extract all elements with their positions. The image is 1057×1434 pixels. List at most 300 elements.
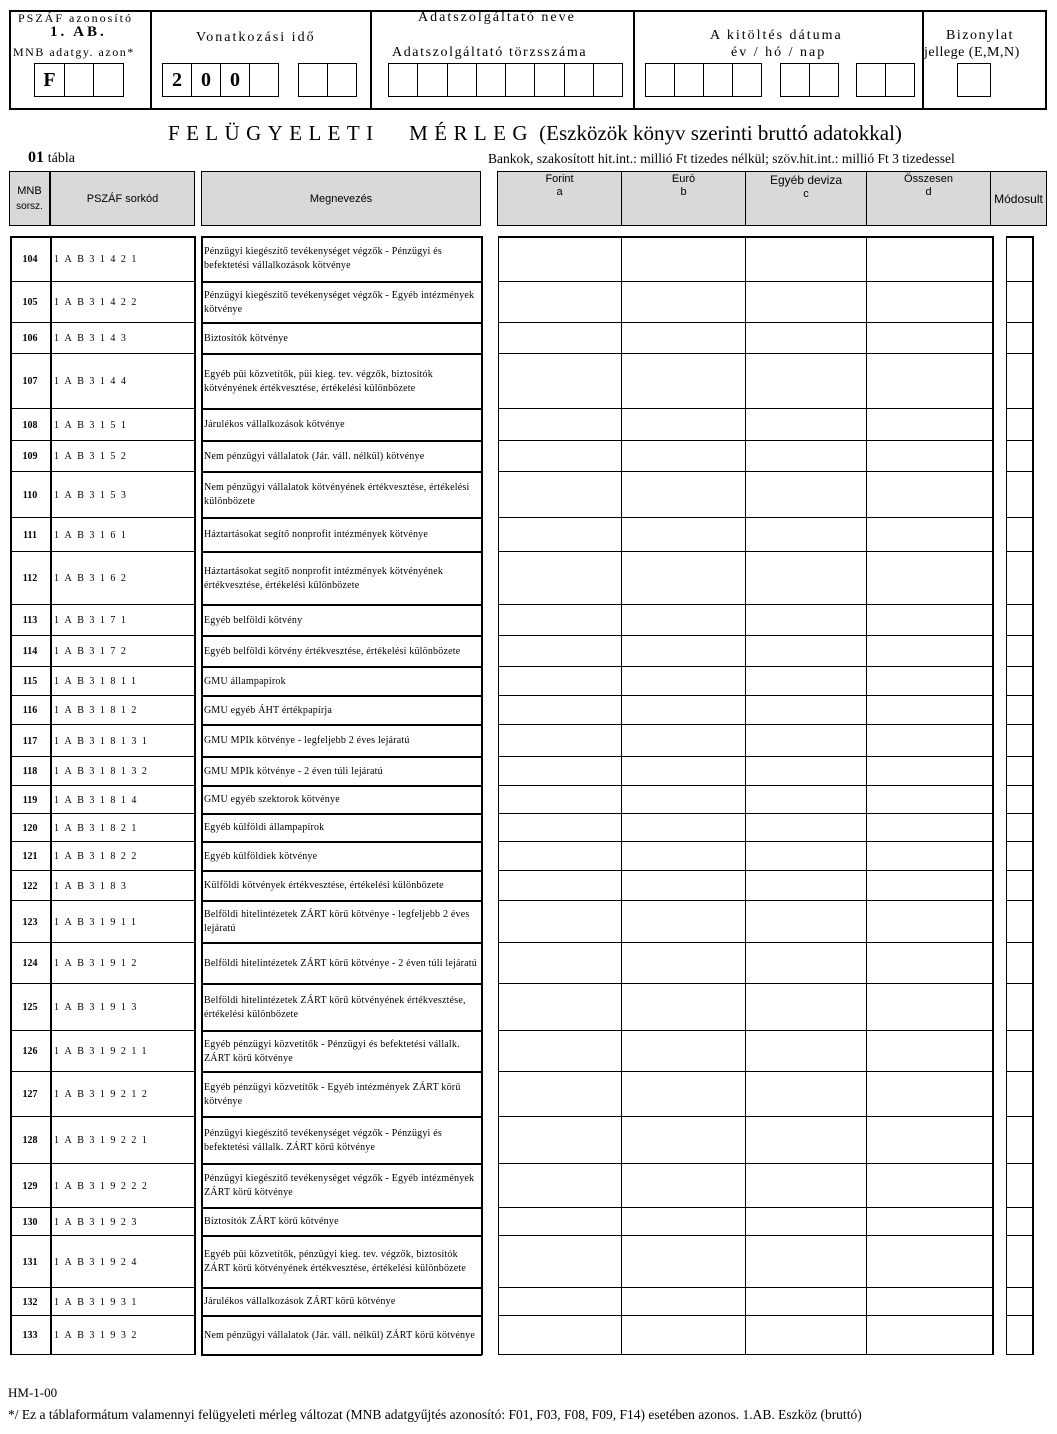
- row-input-euro[interactable]: [622, 1164, 746, 1208]
- row-number: 130: [22, 1216, 38, 1228]
- provider-name-label: Adatszolgáltató neve: [418, 10, 576, 25]
- row-input-forint[interactable]: [498, 757, 622, 786]
- row-input-mod[interactable]: [1007, 901, 1032, 943]
- row-input-euro[interactable]: [622, 1117, 746, 1164]
- row-code: 1AB31911: [54, 916, 142, 928]
- row-input-other[interactable]: [746, 984, 867, 1031]
- row-number: 129: [22, 1180, 38, 1192]
- row-input-mod[interactable]: [1007, 636, 1032, 667]
- row-input-other[interactable]: [746, 1164, 867, 1208]
- table-row: [0, 441, 1057, 472]
- table-row: [0, 842, 1057, 871]
- row-input-euro[interactable]: [622, 667, 746, 696]
- row-input-euro[interactable]: [622, 984, 746, 1031]
- row-code: 1AB3162: [54, 573, 132, 584]
- row-input-euro[interactable]: [622, 1316, 746, 1355]
- row-name: Egyéb püi közvetítők, püi kieg. tev. végzők, biztosítók kötvényének értékvesztése, értékelési különbözete: [204, 368, 433, 394]
- row-code: 1AB3153: [54, 489, 132, 501]
- row-input-euro[interactable]: [622, 518, 746, 552]
- row-input-total[interactable]: [867, 636, 991, 667]
- row-input-mod[interactable]: [1007, 943, 1032, 984]
- table-row: [0, 1236, 1057, 1288]
- row-name: Pénzügyi kiegészítő tevékenységet végzők - Egyéb intézmények ZÁRT körű kötvénye: [204, 1173, 475, 1198]
- title-main: FELÜGYELETI MÉRLEG: [168, 121, 534, 145]
- row-input-other[interactable]: [746, 236, 867, 282]
- table-number: 01 tábla: [28, 149, 75, 166]
- row-input-other[interactable]: [746, 441, 867, 472]
- row-number: 104: [22, 253, 38, 265]
- col-euro: Euró b: [622, 172, 746, 225]
- row-input-forint[interactable]: [498, 725, 622, 757]
- row-number: 126: [22, 1046, 38, 1057]
- table-row: [0, 282, 1057, 323]
- row-code: 1AB3152: [54, 451, 132, 462]
- row-input-euro[interactable]: [622, 323, 746, 354]
- form-code: 1. AB.: [50, 24, 107, 40]
- row-input-forint[interactable]: [498, 1117, 622, 1164]
- col-name: Megnevezés: [201, 171, 481, 226]
- row-input-other[interactable]: [746, 1072, 867, 1117]
- row-input-euro[interactable]: [622, 901, 746, 943]
- row-number: 133: [22, 1330, 38, 1341]
- col-code: PSZÁF sorkód: [50, 171, 195, 226]
- row-input-forint[interactable]: [498, 1288, 622, 1316]
- row-name: Belföldi hitelintézetek ZÁRT körű kötvénye - legfeljebb 2 éves lejáratú: [204, 909, 470, 934]
- row-input-total[interactable]: [867, 354, 991, 409]
- row-input-other[interactable]: [746, 814, 867, 842]
- footer-note: */ Ez a táblaformátum valamennyi felügyeleti mérleg változat (MNB adatgyűjtés azonosító: F01, F03, F08, F09, F14) esetében azonos. 1.AB. Eszköz (bruttó): [8, 1407, 862, 1422]
- fill-date-format: év / hó / nap: [731, 45, 827, 60]
- provider-reg-cells[interactable]: [388, 63, 623, 97]
- row-number: 106: [22, 333, 38, 344]
- period-cell-2[interactable]: 0: [191, 63, 221, 97]
- col-data-header: [497, 171, 1047, 226]
- row-input-forint[interactable]: [498, 354, 622, 409]
- fill-date-month[interactable]: [780, 63, 839, 97]
- row-input-euro[interactable]: [622, 472, 746, 518]
- row-number: 111: [23, 529, 37, 541]
- row-input-total[interactable]: [867, 1208, 991, 1236]
- row-input-forint[interactable]: [498, 1164, 622, 1208]
- row-name: Belföldi hitelintézetek ZÁRT körű kötvényének értékvesztése, értékelési különbözete: [204, 994, 466, 1020]
- table-row: [0, 871, 1057, 901]
- row-input-other[interactable]: [746, 518, 867, 552]
- row-number: 131: [22, 1256, 38, 1268]
- table-row: [0, 984, 1057, 1031]
- row-input-forint[interactable]: [498, 1208, 622, 1236]
- row-input-mod[interactable]: [1007, 1208, 1032, 1236]
- row-input-total[interactable]: [867, 236, 991, 282]
- table-row: [0, 1072, 1057, 1117]
- row-number: 114: [22, 646, 38, 657]
- row-input-forint[interactable]: [498, 552, 622, 605]
- row-input-mod[interactable]: [1007, 1236, 1032, 1288]
- row-input-total[interactable]: [867, 725, 991, 757]
- table-row: [0, 786, 1057, 814]
- table-row: [0, 943, 1057, 984]
- row-input-other[interactable]: [746, 786, 867, 814]
- row-input-forint[interactable]: [498, 409, 622, 441]
- period-cell-5[interactable]: [298, 63, 328, 97]
- row-input-euro[interactable]: [622, 354, 746, 409]
- table-row: [0, 472, 1057, 518]
- row-input-total[interactable]: [867, 518, 991, 552]
- row-input-euro[interactable]: [622, 1208, 746, 1236]
- row-input-forint[interactable]: [498, 1236, 622, 1288]
- row-input-mod[interactable]: [1007, 842, 1032, 871]
- row-name: Járulékos vállalkozások ZÁRT körű kötvénye: [204, 1296, 396, 1307]
- row-input-forint[interactable]: [498, 441, 622, 472]
- row-name: Egyéb külföldi állampapírok: [204, 822, 325, 833]
- table-row: [0, 1288, 1057, 1316]
- form-cell-2[interactable]: [64, 63, 94, 97]
- row-input-other[interactable]: [746, 636, 867, 667]
- row-input-euro[interactable]: [622, 725, 746, 757]
- row-input-euro[interactable]: [622, 605, 746, 636]
- row-number: 116: [22, 705, 38, 716]
- row-input-euro[interactable]: [622, 814, 746, 842]
- row-input-other[interactable]: [746, 842, 867, 871]
- row-input-total[interactable]: [867, 1236, 991, 1288]
- table-row: [0, 236, 1057, 282]
- col-mod: Módosult: [991, 172, 1046, 225]
- row-input-other[interactable]: [746, 472, 867, 518]
- row-input-euro[interactable]: [622, 1288, 746, 1316]
- row-number: 119: [22, 794, 38, 806]
- row-input-mod[interactable]: [1007, 871, 1032, 901]
- table-row: [0, 409, 1057, 441]
- row-input-forint[interactable]: [498, 518, 622, 552]
- row-number: 122: [22, 880, 38, 892]
- period-cell-3[interactable]: 0: [220, 63, 250, 97]
- col-other: Egyéb deviza c: [746, 172, 867, 225]
- row-input-total[interactable]: [867, 814, 991, 842]
- row-input-mod[interactable]: [1007, 786, 1032, 814]
- row-input-forint[interactable]: [498, 901, 622, 943]
- row-input-other[interactable]: [746, 1208, 867, 1236]
- fill-date-year[interactable]: [645, 63, 762, 97]
- period-cell-1[interactable]: 2: [162, 63, 192, 97]
- row-input-forint[interactable]: [498, 842, 622, 871]
- table-row: [0, 725, 1057, 757]
- row-input-forint[interactable]: [498, 696, 622, 725]
- row-input-mod[interactable]: [1007, 696, 1032, 725]
- mnb-label: MNB adatgy. azon*: [13, 45, 135, 59]
- row-input-forint[interactable]: [498, 943, 622, 984]
- row-input-other[interactable]: [746, 1288, 867, 1316]
- units-note: Bankok, szakosított hit.int.: millió Ft tizedes nélkül; szöv.hit.int.: millió Ft 3 tizedessel: [488, 151, 955, 166]
- row-input-other[interactable]: [746, 725, 867, 757]
- row-input-forint[interactable]: [498, 667, 622, 696]
- row-name: Nem pénzügyi vállalatok (Jár. váll. nélkül) kötvénye: [204, 450, 425, 462]
- col-total: Összesen d: [867, 172, 991, 225]
- row-number: 117: [22, 735, 38, 747]
- row-input-total[interactable]: [867, 757, 991, 786]
- row-input-mod[interactable]: [1007, 814, 1032, 842]
- row-input-mod[interactable]: [1007, 1164, 1032, 1208]
- row-input-forint[interactable]: [498, 323, 622, 354]
- row-input-forint[interactable]: [498, 472, 622, 518]
- table-row: [0, 636, 1057, 667]
- row-input-euro[interactable]: [622, 441, 746, 472]
- row-number: 110: [22, 489, 38, 501]
- row-input-other[interactable]: [746, 1236, 867, 1288]
- col-forint: Forint a: [498, 172, 622, 225]
- row-input-total[interactable]: [867, 409, 991, 441]
- period-label: Vonatkozási idő: [196, 30, 316, 45]
- row-input-euro[interactable]: [622, 1072, 746, 1117]
- row-input-total[interactable]: [867, 1117, 991, 1164]
- row-code: 1AB31821: [54, 822, 142, 834]
- table-row: [0, 605, 1057, 636]
- row-input-total[interactable]: [867, 605, 991, 636]
- doc-type-label: Bizonylat: [946, 28, 1014, 43]
- row-input-total[interactable]: [867, 943, 991, 984]
- row-input-forint[interactable]: [498, 636, 622, 667]
- row-name: Egyéb püi közvetítők, pénzügyi kieg. tev. végzők, biztosítók ZÁRT körű kötvényének értékvesztése, értékelési különbözete: [204, 1249, 467, 1274]
- row-input-euro[interactable]: [622, 282, 746, 323]
- row-input-total[interactable]: [867, 696, 991, 725]
- row-name: Egyéb külföldiek kötvénye: [204, 850, 318, 862]
- row-name: Biztosítók kötvénye: [204, 332, 289, 344]
- row-input-euro[interactable]: [622, 871, 746, 901]
- row-input-mod[interactable]: [1007, 1288, 1032, 1316]
- row-input-mod[interactable]: [1007, 605, 1032, 636]
- row-number: 113: [22, 615, 38, 626]
- row-input-total[interactable]: [867, 901, 991, 943]
- row-code: 1AB3151: [54, 419, 132, 431]
- row-input-euro[interactable]: [622, 236, 746, 282]
- row-name: GMU egyéb szektorok kötvénye: [204, 794, 340, 805]
- row-input-mod[interactable]: [1007, 984, 1032, 1031]
- row-code: 1AB318131: [54, 735, 153, 747]
- table-row: [0, 1316, 1057, 1355]
- row-name: Pénzügyi kiegészítő tevékenységet végzők - Pénzügyi és befektetési vállalk. ZÁRT körű kötvénye: [204, 1127, 442, 1153]
- row-input-total[interactable]: [867, 842, 991, 871]
- row-name: Járulékos vállalkozások kötvénye: [204, 419, 345, 430]
- row-input-total[interactable]: [867, 552, 991, 605]
- row-input-other[interactable]: [746, 943, 867, 984]
- row-code: 1AB3172: [54, 646, 132, 657]
- row-input-mod[interactable]: [1007, 354, 1032, 409]
- doc-type-label2: jellege (E,M,N): [924, 45, 1020, 60]
- row-input-other[interactable]: [746, 667, 867, 696]
- row-input-euro[interactable]: [622, 409, 746, 441]
- row-input-mod[interactable]: [1007, 441, 1032, 472]
- table-row: [0, 354, 1057, 409]
- row-name: Egyéb belföldi kötvény értékvesztése, értékelési különbözete: [204, 645, 461, 657]
- row-number: 115: [22, 676, 38, 687]
- row-input-other[interactable]: [746, 605, 867, 636]
- row-input-total[interactable]: [867, 1164, 991, 1208]
- row-input-other[interactable]: [746, 1031, 867, 1072]
- row-input-other[interactable]: [746, 323, 867, 354]
- form-cell-3[interactable]: [93, 63, 124, 97]
- row-code: 1AB31421: [54, 253, 142, 265]
- page-title: [168, 121, 902, 146]
- row-number: 108: [22, 419, 38, 431]
- row-input-forint[interactable]: [498, 1316, 622, 1355]
- table-row: [0, 1208, 1057, 1236]
- row-number: 120: [22, 822, 38, 834]
- row-input-mod[interactable]: [1007, 282, 1032, 323]
- row-name: Egyéb belföldi kötvény: [204, 614, 303, 626]
- row-name: Nem pénzügyi vállalatok (Jár. váll. nélkül) ZÁRT körű kötvénye: [204, 1329, 475, 1341]
- row-code: 1AB31913: [54, 1002, 142, 1013]
- row-code: 1AB31822: [54, 851, 142, 862]
- table-row: [0, 901, 1057, 943]
- row-code: 1AB319221: [54, 1135, 153, 1146]
- period-cell-6[interactable]: [327, 63, 357, 97]
- row-input-euro[interactable]: [622, 943, 746, 984]
- row-code: 1AB31422: [54, 297, 142, 308]
- row-number: 124: [22, 958, 38, 969]
- row-input-total[interactable]: [867, 441, 991, 472]
- row-input-mod[interactable]: [1007, 323, 1032, 354]
- row-input-mod[interactable]: [1007, 757, 1032, 786]
- row-name: GMU állampapírok: [204, 675, 286, 687]
- row-input-euro[interactable]: [622, 842, 746, 871]
- row-input-total[interactable]: [867, 282, 991, 323]
- row-input-euro[interactable]: [622, 552, 746, 605]
- row-code: 1AB3144: [54, 376, 132, 387]
- form-id: HM-1-00: [8, 1385, 58, 1400]
- row-name: Egyéb pénzügyi közvetítők - Egyéb intézmények ZÁRT körű kötvénye: [204, 1081, 461, 1107]
- row-input-mod[interactable]: [1007, 1031, 1032, 1072]
- row-input-mod[interactable]: [1007, 409, 1032, 441]
- table-row: [0, 1164, 1057, 1208]
- row-name: Háztartásokat segítő nonprofit intézmények kötvényének értékvesztése, értékelési különbözete: [204, 565, 444, 591]
- row-input-other[interactable]: [746, 282, 867, 323]
- row-input-mod[interactable]: [1007, 518, 1032, 552]
- row-input-forint[interactable]: [498, 871, 622, 901]
- row-code: 1AB3171: [54, 615, 132, 626]
- table-row: [0, 323, 1057, 354]
- row-input-total[interactable]: [867, 1288, 991, 1316]
- row-input-mod[interactable]: [1007, 667, 1032, 696]
- row-input-other[interactable]: [746, 901, 867, 943]
- row-code: 1AB31912: [54, 958, 142, 969]
- row-input-other[interactable]: [746, 871, 867, 901]
- row-input-mod[interactable]: [1007, 725, 1032, 757]
- row-number: 128: [22, 1135, 38, 1146]
- row-code: 1AB31931: [54, 1296, 142, 1308]
- row-code: 1AB31812: [54, 705, 142, 716]
- row-input-total[interactable]: [867, 323, 991, 354]
- row-number: 127: [22, 1089, 38, 1100]
- row-input-other[interactable]: [746, 354, 867, 409]
- row-name: Belföldi hitelintézetek ZÁRT körű kötvénye - 2 éven túli lejáratú: [204, 957, 477, 969]
- table-row: [0, 757, 1057, 786]
- row-name: Háztartásokat segítő nonprofit intézmények kötvénye: [204, 529, 429, 540]
- col-mnb: MNB sorsz.: [9, 171, 50, 226]
- row-input-euro[interactable]: [622, 636, 746, 667]
- table-row: [0, 814, 1057, 842]
- row-number: 132: [22, 1296, 38, 1308]
- doc-type-cell[interactable]: [957, 63, 991, 97]
- row-input-euro[interactable]: [622, 1236, 746, 1288]
- row-input-forint[interactable]: [498, 984, 622, 1031]
- row-input-total[interactable]: [867, 1031, 991, 1072]
- row-input-euro[interactable]: [622, 696, 746, 725]
- row-number: 109: [22, 451, 38, 462]
- row-input-mod[interactable]: [1007, 236, 1032, 282]
- row-code: 1AB3183: [54, 880, 132, 892]
- row-code: 1AB31811: [54, 676, 142, 687]
- row-input-mod[interactable]: [1007, 472, 1032, 518]
- row-number: 123: [22, 916, 38, 928]
- row-code: 1AB319212: [54, 1089, 153, 1100]
- row-input-euro[interactable]: [622, 786, 746, 814]
- row-name: Pénzügyi kiegészítő tevékenységet végzők - Pénzügyi és befektetési vállalkozások kötvénye: [204, 246, 442, 271]
- row-input-other[interactable]: [746, 1316, 867, 1355]
- row-input-euro[interactable]: [622, 757, 746, 786]
- form-letter-cell[interactable]: F: [34, 63, 65, 97]
- row-name: Biztosítók ZÁRT körű kötvénye: [204, 1216, 339, 1227]
- row-input-total[interactable]: [867, 1072, 991, 1117]
- row-input-euro[interactable]: [622, 1031, 746, 1072]
- row-name: Nem pénzügyi vállalatok kötvényének értékvesztése, értékelési különbözete: [204, 482, 470, 507]
- row-input-total[interactable]: [867, 667, 991, 696]
- row-name: Pénzügyi kiegészítő tevékenységet végzők - Egyéb intézmények kötvénye: [204, 289, 475, 315]
- table-row: [0, 518, 1057, 552]
- period-cell-4[interactable]: [249, 63, 279, 97]
- row-input-mod[interactable]: [1007, 1117, 1032, 1164]
- row-input-other[interactable]: [746, 757, 867, 786]
- row-input-mod[interactable]: [1007, 552, 1032, 605]
- table-row: [0, 1031, 1057, 1072]
- row-input-other[interactable]: [746, 409, 867, 441]
- row-code: 1AB3143: [54, 333, 132, 344]
- table-row: [0, 667, 1057, 696]
- row-code: 1AB318132: [54, 766, 153, 777]
- fill-date-day[interactable]: [856, 63, 915, 97]
- row-code: 1AB319211: [54, 1046, 153, 1057]
- row-input-other[interactable]: [746, 696, 867, 725]
- fill-date-label: A kitöltés dátuma: [710, 28, 843, 43]
- row-input-mod[interactable]: [1007, 1072, 1032, 1117]
- row-input-other[interactable]: [746, 552, 867, 605]
- row-input-total[interactable]: [867, 786, 991, 814]
- table-row: [0, 552, 1057, 605]
- row-input-forint[interactable]: [498, 282, 622, 323]
- row-number: 107: [22, 376, 38, 387]
- row-input-forint[interactable]: [498, 1072, 622, 1117]
- row-input-forint[interactable]: [498, 1031, 622, 1072]
- row-code: 1AB31924: [54, 1256, 142, 1268]
- row-code: 1AB31932: [54, 1330, 142, 1341]
- row-input-forint[interactable]: [498, 786, 622, 814]
- row-input-other[interactable]: [746, 1117, 867, 1164]
- row-name: Egyéb pénzügyi közvetítők - Pénzügyi és befektetési vállalk. ZÁRT körű kötvénye: [204, 1038, 460, 1064]
- row-number: 105: [22, 297, 38, 308]
- row-input-mod[interactable]: [1007, 1316, 1032, 1355]
- row-number: 121: [22, 851, 38, 862]
- row-input-forint[interactable]: [498, 605, 622, 636]
- row-number: 118: [22, 766, 38, 777]
- provider-reg-label: Adatszolgáltató törzsszáma: [392, 45, 588, 60]
- row-input-total[interactable]: [867, 472, 991, 518]
- row-name: GMU egyéb ÁHT értékpapírja: [204, 704, 333, 716]
- row-code: 1AB31923: [54, 1216, 142, 1228]
- table-row: [0, 1117, 1057, 1164]
- row-input-forint[interactable]: [498, 236, 622, 282]
- row-input-total[interactable]: [867, 1316, 991, 1355]
- row-input-forint[interactable]: [498, 814, 622, 842]
- row-input-total[interactable]: [867, 871, 991, 901]
- row-input-total[interactable]: [867, 984, 991, 1031]
- table-row: [0, 696, 1057, 725]
